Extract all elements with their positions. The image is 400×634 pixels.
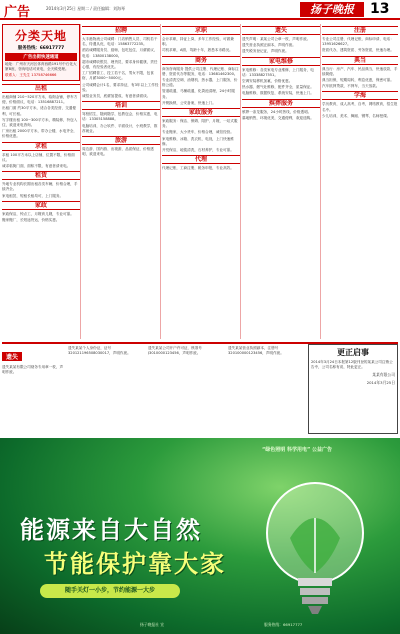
- classified-ad: 专业公司注册，代理记账，商标申请，电话：13951626627。: [322, 37, 394, 47]
- classified-ad: 热水器、燃气灶维修，配件齐全，质量保证。: [242, 85, 314, 90]
- classified-ad: 墓地销售，环境优美，交通便利，欢迎选购。: [242, 115, 314, 120]
- classified-contact: 联系人：王先生 13758746666: [5, 73, 57, 77]
- classified-ad: 遗失营业执照正副本，声明作废。: [242, 43, 296, 48]
- column-content: [322, 26, 398, 119]
- classified-ad: 电脑培训，办公软件、平面设计，小班教学，推荐就业。: [82, 123, 158, 133]
- classified-ad: 家政服务：保洁、保姆、陪护、月嫂，一站式服务。: [162, 119, 238, 129]
- loss-notice-tag: 遗失: [2, 352, 22, 361]
- classified-column-2: [82, 24, 160, 339]
- classified-ad: 驾校招生，随到随学，包教包会，价格实惠，电话：13305158888。: [82, 112, 158, 122]
- banner-slogan: 随手关灯一小步，节约能源一大步: [40, 584, 180, 598]
- classified-ad: 资质代办，建筑资质、劳务资质，快速办理。: [322, 48, 394, 53]
- correction-signer: 某某有限公司: [372, 372, 395, 378]
- classified-ad: 求租 100平方米以上店铺，位置不限，价格面议。: [2, 152, 75, 162]
- loss-notice-column: [68, 344, 146, 437]
- classified-column-3: [162, 24, 240, 339]
- classified-ad: 汽车抵押贷款，不押车，当天放款。: [322, 84, 380, 89]
- loss-notice-column: [148, 344, 226, 437]
- classified-ad: 管道疏通，马桶疏通，化粪池清理，24小时服务。: [162, 89, 235, 99]
- classified-ad: 工厂招聘普工、技工若干名，男女不限，包食宿，月薪3000~5000元。: [82, 71, 154, 81]
- classified-ad: 周边游、国内游、出境游，品质保证，价格透明，欢迎来电。: [82, 147, 154, 157]
- classified-ad: 家政保洁，钟点工，月嫂育儿嫂，专业可靠。: [2, 211, 74, 216]
- page-number: 13: [370, 1, 390, 17]
- category-title: 学海: [322, 91, 398, 100]
- category-title: 注册: [322, 26, 398, 35]
- classified-ad: 开荒保洁，地毯清洗，石材养护，专业可靠。: [162, 148, 234, 153]
- correction-title: 更正启事: [337, 348, 369, 357]
- classified-title: 分类天地: [14, 29, 67, 43]
- classified-ad: 酒店诚聘服务员、厨师，包吃包住，月薪面议，电话：13800138000。: [82, 48, 158, 58]
- classified-ad: 出租门面 约30平方米，适合各类经营，交通便利，可长租。: [2, 106, 76, 116]
- correction-box: [308, 344, 398, 434]
- classified-ad: 大丰港物流公司诚聘：门店销售人员、司机若干名，待遇从优，电话：15863772235。: [82, 37, 158, 47]
- classified-ad: 司机求职，A照，驾龄十年，熟悉本市路况。: [162, 48, 233, 53]
- classified-ad: 典当担保，短期周转，利息优惠，保密可靠。: [322, 78, 394, 83]
- category-title: 商务: [162, 56, 240, 65]
- energy-saving-banner: [0, 438, 400, 634]
- masthead-logo: 扬子晚报: [300, 2, 364, 17]
- column-divider: [80, 24, 81, 339]
- classified-ad: 外地专业机构长期出租各类车辆，价格合理，手续齐全。: [2, 182, 78, 192]
- column-divider: [240, 24, 241, 339]
- classified-ad: 超市诚聘收银员、理货员，要求身体健康，责任心强，有经验者优先。: [82, 59, 158, 70]
- classified-ad: 专业清洗空调、油烟机、热水器，上门服务，价格公道。: [162, 78, 238, 88]
- classified-ad: 商务咨询服务 提供公司注册、代理记账、商标注册、资质代办等服务，电话：13681462300。: [162, 66, 239, 76]
- section-label: 广告: [4, 5, 31, 20]
- classified-ad: 少儿培训，美术、舞蹈、钢琴，名师授课。: [322, 113, 391, 118]
- loss-notice-column: [228, 344, 306, 437]
- classified-brand-box: [2, 24, 80, 81]
- lightbulb-icon: [260, 478, 370, 618]
- category-title: 培训: [82, 101, 160, 110]
- category-title: 典当: [322, 56, 398, 65]
- classified-column-5: [322, 24, 398, 339]
- correction-text: 2014年3月24日本报第12版刊登的某某公司注销公告中，公司名称有误，特此更正。: [311, 360, 393, 370]
- column-content: [242, 26, 320, 121]
- loss-notice-text: 遗失某某营业执照副本，注册号 320100000123456，声明作废。: [228, 346, 284, 356]
- banner-headline-1: 能源来自大自然: [20, 516, 202, 544]
- classified-ad: 家电维修，冰箱、洗衣机、电视，上门快速维修。: [162, 136, 234, 146]
- category-title: 家电维修: [242, 57, 320, 66]
- date-line: 2014年3月25日 星期二 / 责任编辑：刘海琴: [46, 6, 125, 11]
- category-title: 招聘: [82, 26, 160, 35]
- classified-hotline: 服务热线：66917777: [17, 46, 65, 51]
- loss-notice-header: [2, 344, 66, 437]
- category-title: 求租: [2, 142, 80, 151]
- classified-ad: 家电维修：各类家电专业维修，上门服务，电话：13338827551。: [242, 67, 314, 77]
- category-title: 旅游: [82, 136, 160, 145]
- column-divider: [160, 24, 161, 339]
- classified-column-1: [2, 24, 80, 339]
- classified-ad: 电脑维修，数据恢复，系统安装，快速上门。: [242, 91, 314, 96]
- category-title: 家政: [2, 201, 80, 210]
- classified-column-4: [242, 24, 320, 339]
- column-divider: [320, 24, 321, 339]
- classified-ad: 专业搬家，大小货车，价格合理，诚信经营。: [162, 130, 234, 135]
- classified-ad: 遗失声明：某某公司公章一枚，声明作废。: [242, 37, 311, 41]
- banner-organization: 扬子晚报社 宣: [140, 622, 164, 627]
- classified-ad: 家电租赁，短租长租均可，上门服务。: [2, 193, 64, 198]
- classified-ad: 开锁换锁，公安备案，快速上门。: [162, 100, 216, 105]
- classified-ad: 殡葬一条龙服务，24小时热线，价格透明。: [242, 109, 312, 114]
- page-header: [0, 0, 400, 20]
- loss-notice-text: 遗失某某公司开户许可证，核准号 J3010000123456，声明作废。: [148, 346, 202, 356]
- category-title: 殡葬服务: [242, 99, 320, 108]
- category-title: 遗失: [242, 26, 320, 35]
- notices-section: [2, 342, 398, 435]
- classified-ad: 空调安装移机加氟，价格优惠。: [242, 79, 293, 84]
- classified-ad: 写字楼出租 100~300平方米，精装修，拎包入住，欢迎来电咨询。: [2, 117, 78, 128]
- classified-ad: 典当行：房产、汽车、民品典当，快速放款，手续简便。: [322, 66, 398, 76]
- category-title: 租赁: [2, 171, 80, 180]
- banner-headline-2: 节能保护靠大家: [44, 550, 226, 578]
- classified-ad: 会计求职，持证上岗，多年工作经验，可做兼职。: [162, 37, 234, 47]
- banner-tagline: “绿色照明 科学用电” 公益广告: [262, 447, 333, 453]
- classified-ad: 诚求临街门面，面积不限，有意者请来电。: [2, 164, 71, 169]
- category-title: 出租: [2, 84, 80, 93]
- column-content: [162, 26, 240, 171]
- category-title: 求职: [162, 26, 240, 35]
- classified-note: 地址：广州市天河区体育西路191号中石化大厦B座，咨询电话可来电，全天候受理。: [5, 62, 77, 71]
- category-title: 家政服务: [162, 108, 240, 117]
- banner-hotline: 服务热线：66917777: [264, 622, 303, 627]
- loss-notice-text: 遗失某某个人身份证，证号 320121196508030017，声明作废。: [68, 346, 131, 356]
- classified-ad: 学历教育，成人高考，自考，网络教育，招生报名中。: [322, 102, 398, 112]
- classified-ad: 厂房出租 2000平方米，带办公楼，水电齐全，价格优惠。: [2, 129, 77, 139]
- classified-subtitle: 广告出街快速通道: [5, 53, 77, 61]
- classified-ad: 遗失税务登记证，声明作废。: [242, 49, 289, 54]
- category-title: 代理: [162, 155, 240, 164]
- classified-ad: 诚招业务员，底薪加提成，有意者请面谈。: [82, 94, 151, 99]
- classified-ad: 公司诚聘会计1名，要求持证，有3年以上工作经验。: [82, 82, 159, 92]
- correction-notice: [308, 344, 398, 437]
- column-content: [82, 26, 160, 157]
- classified-ad: 出租商铺 210~520平方米，临街金铺，停车方便，价格面议，电话：13516887211。: [2, 95, 78, 105]
- classified-ad: 代理记账，工商注册，税务申报，专业高效。: [162, 166, 234, 171]
- loss-notice-text: 遗失某某有限公司财务专用章一枚，声明作废。: [2, 365, 64, 375]
- classified-ad: 搬家搬厂，长短途货运，价格实惠。: [2, 218, 60, 223]
- correction-date: 2014年3月25日: [366, 380, 395, 386]
- column-content: [2, 84, 80, 223]
